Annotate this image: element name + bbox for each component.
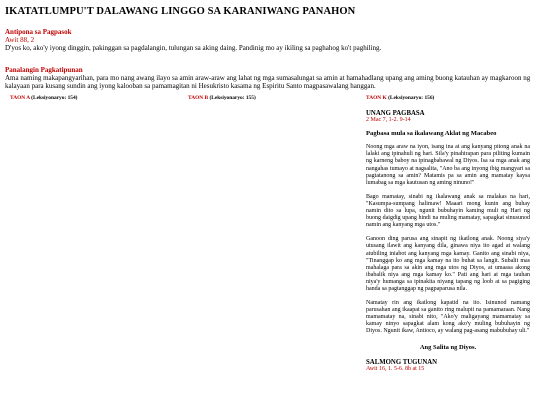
- psalm-reference: Awit 16, 1. 5-6. 8b at 15: [366, 365, 425, 372]
- column-header-year-b: [188, 95, 256, 101]
- year-b-detail: (Leksiyonaryo: 155): [208, 95, 256, 101]
- entrance-antiphon-reference: Awit 88, 2: [5, 36, 35, 44]
- psalm-heading: SALMONG TUGUNAN: [366, 358, 438, 366]
- opening-prayer-section: [5, 66, 535, 90]
- column-header-year-c: [366, 95, 434, 101]
- opening-prayer-text: Ama naming makapangyarihan, para mo nang awang ilayo sa amin araw-araw ang lahat ng mga sumasalungat sa amin at hamahadlang upang ang aming buong katauhan ay magkaroon ng kalayaan para kusang sundin ang iyong kalooban sa pamamagitan ni Hesukristo kasama ng Espiritu Santo magpasawalang hanggan.: [5, 74, 531, 90]
- year-c-detail: (Leksiyonaryo: 156): [386, 95, 435, 101]
- first-reading-heading: UNANG PAGBASA: [366, 110, 425, 117]
- year-c-label: TAON K: [366, 95, 387, 101]
- reading-paragraph: Noong mga araw na iyon, isang ina at ang kanyang pitong anak na lalaki ang ipinahuli ng hari. Sila'y pinahirapan para piliting kumain ng karneng baboy na ipinagbabawal ng Diyos. Isa sa mga anak ang nangahas tumayo at nagsalita, "Ano ba ang inyong ibig mangyari sa pagtatanong sa amin? Matamis pa sa amin ang mamatay kaysa lumabag sa mga kautusan ng aming ninuno!": [366, 144, 530, 186]
- year-c-readings-column: [366, 110, 530, 379]
- entrance-antiphon-heading: Antipona sa Pagpasok: [5, 28, 72, 36]
- year-a-detail: (Leksiyonaryo: 154): [29, 95, 78, 101]
- reading-paragraph: Bago mamatay, sinabi ng ikalawang anak sa malakas na hari, "Kasumpa-sumpang halimaw! Maaari mong kunin ang buhay namin dito sa lupa, ngunit bubuhayin kaming muli ng Hari ng buong daigdig upang hindi na muling mamatay, sapagkat sinusunod namin ang kanyang mga utos.": [366, 193, 530, 229]
- column-header-year-a: [10, 95, 77, 101]
- first-reading-reference: 2 Mac 7, 1-2. 9-14: [366, 117, 411, 124]
- page-title: IKATATLUMPU'T DALAWANG LINGGO SA KARANIWANG PANAHON: [5, 6, 356, 17]
- reading-paragraph: Ganoon ding parusa ang sinapit ng ikatlong anak. Noong siya'y utusang ilawit ang kanyang dila, ginawa niya ito agad at walang atubiling iniabot ang kanyang mga kamay. Ganito ang sinabi niya, "Tinanggap ko ang mga kamay na ito buhat sa langit. Subalit mas mahalaga para sa akin ang mga utos ng Diyos, at umaasa akong ibabalik niya ang mga kamay ko." Pati ang hari at mga tauhan niya'y humanga sa ipinakita niyang tapang ng loob at sa pagiging handa sa pagtanggap ng pagpaparusa nila.: [366, 236, 530, 292]
- entrance-antiphon-section: [5, 28, 535, 52]
- entrance-antiphon-text: D'yos ko, ako'y iyong dinggin, pakinggan sa pagdalangin, tulungan sa aking daing. Pandinig mo ay ikiling sa paghahog ko't paghiling.: [5, 44, 382, 52]
- reading-acclamation: Ang Salita ng Diyos.: [419, 343, 477, 351]
- year-b-label: TAON B: [188, 95, 209, 101]
- opening-prayer-heading: Panalangin Pagkatipunan: [5, 66, 83, 74]
- first-reading-subheading: Pagbasa mula sa ikalawang Aklat ng Macabeo: [366, 130, 497, 138]
- year-a-label: TAON A: [10, 95, 30, 101]
- reading-paragraph: Namatay rin ang ikatlong kapatid na ito. Isinunod namang parusahan ang ikaapat sa ganito ring malupit na pamamaraan. Nang mamamatay na, sinabi nito, "Ako'y maligayang mamamatay sa kamay ninyo sapagkat alam kong ako'y muling bubuhayin ng Diyos. Ngunit ikaw, Antioco, ay walang pag-asang mabubuhay uli.": [366, 300, 530, 335]
